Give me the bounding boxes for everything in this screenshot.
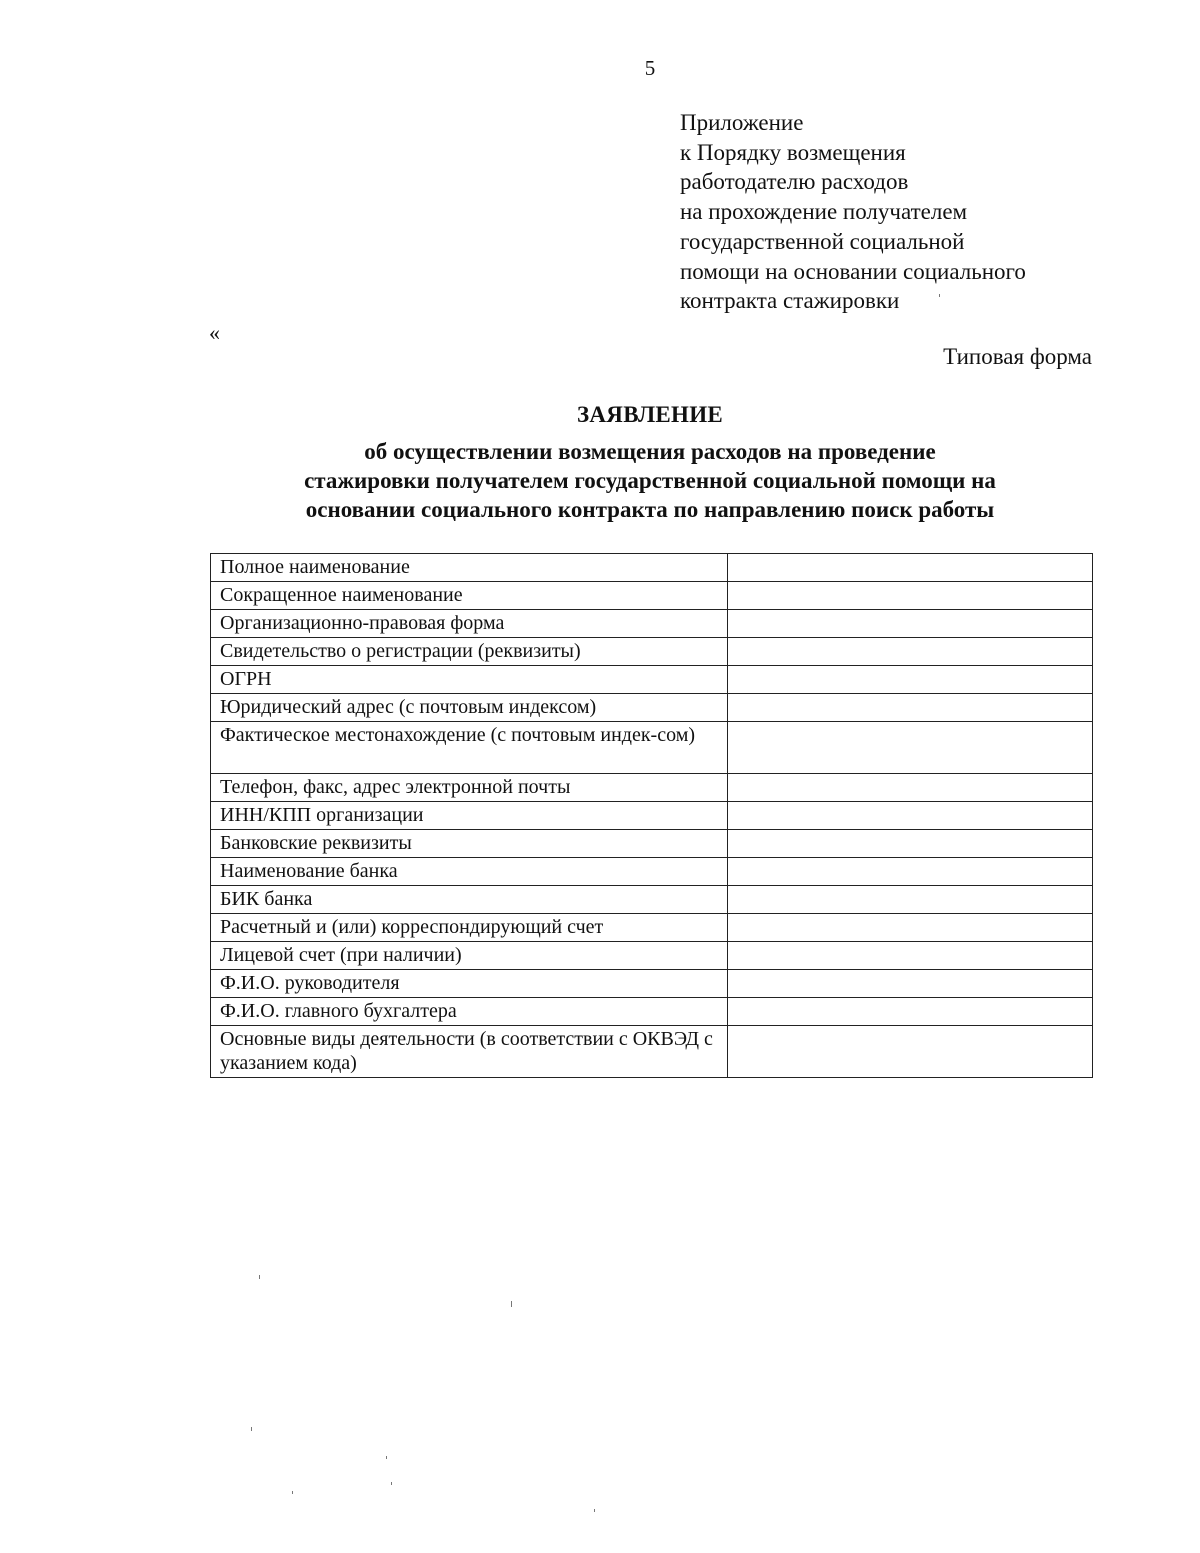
row-value: [728, 942, 1093, 970]
row-value: [728, 914, 1093, 942]
row-label: Ф.И.О. руководителя: [211, 970, 728, 998]
row-value: [728, 802, 1093, 830]
row-label: Основные виды деятельности (в соответствии с ОКВЭД с указанием кода): [211, 1026, 728, 1078]
appendix-heading: [680, 108, 1026, 316]
row-value: [728, 722, 1093, 774]
row-value: [728, 998, 1093, 1026]
quote-mark: «: [209, 320, 220, 345]
row-value: [728, 582, 1093, 610]
table-row: [211, 970, 1093, 998]
table-row: [211, 942, 1093, 970]
appendix-line: помощи на основании социального: [680, 258, 1026, 284]
table-row: [211, 914, 1093, 942]
table-row: [211, 638, 1093, 666]
table-row: [211, 610, 1093, 638]
appendix-line: контракта стажировки: [680, 288, 900, 314]
row-value: [728, 1026, 1093, 1078]
scan-speck: [939, 294, 940, 297]
subtitle-line: стажировки получателем государственной социальной помощи на: [304, 468, 996, 493]
table-row: [211, 774, 1093, 802]
scan-speck: [251, 1427, 252, 1431]
scan-speck: [259, 1275, 260, 1279]
appendix-line: Приложение: [680, 110, 804, 135]
row-label: Наименование банка: [211, 858, 728, 886]
row-value: [728, 830, 1093, 858]
row-value: [728, 886, 1093, 914]
table-row: [211, 582, 1093, 610]
row-value: [728, 774, 1093, 802]
table-row: [211, 886, 1093, 914]
table-row: [211, 802, 1093, 830]
row-label: Сокращенное наименование: [211, 582, 728, 610]
appendix-line: на прохождение получателем: [680, 199, 968, 225]
appendix-line: работодателю расходов: [680, 169, 909, 195]
row-label: Лицевой счет (при наличии): [211, 942, 728, 970]
document-subtitle: [200, 437, 1100, 524]
document-title: ЗАЯВЛЕНИЕ: [576, 402, 724, 427]
application-form-table: [210, 553, 1093, 1078]
row-label: Телефон, факс, адрес электронной почты: [211, 774, 728, 802]
row-label: Свидетельство о регистрации (реквизиты): [211, 638, 728, 666]
row-label: Полное наименование: [211, 554, 728, 582]
row-label: БИК банка: [211, 886, 728, 914]
row-label: Расчетный и (или) корреспондирующий счет: [211, 914, 728, 942]
scan-speck: [386, 1456, 387, 1459]
table-row: [211, 1026, 1093, 1078]
table-row: [211, 554, 1093, 582]
table-row: [211, 998, 1093, 1026]
row-label: Организационно-правовая форма: [211, 610, 728, 638]
table-row: [211, 858, 1093, 886]
row-value: [728, 554, 1093, 582]
scan-speck: [594, 1509, 595, 1512]
table-row: [211, 666, 1093, 694]
row-label: ОГРН: [211, 666, 728, 694]
scan-speck: [391, 1482, 392, 1485]
appendix-line: государственной социальной: [680, 228, 965, 254]
form-type-label: Типовая форма: [943, 344, 1092, 369]
row-value: [728, 666, 1093, 694]
subtitle-line: основании социального контракта по направлению поиск работы: [305, 497, 995, 522]
row-value: [728, 858, 1093, 886]
row-label: ИНН/КПП организации: [211, 802, 728, 830]
row-value: [728, 638, 1093, 666]
row-value: [728, 970, 1093, 998]
subtitle-line: об осуществлении возмещения расходов на проведение: [364, 439, 936, 464]
table-row: [211, 694, 1093, 722]
row-label: Юридический адрес (с почтовым индексом): [211, 694, 728, 722]
row-label: Банковские реквизиты: [211, 830, 728, 858]
page-number: 5: [644, 56, 656, 80]
table-row: [211, 722, 1093, 774]
row-label: Ф.И.О. главного бухгалтера: [211, 998, 728, 1026]
row-label: Фактическое местонахождение (с почтовым индек-сом): [211, 722, 728, 774]
table-row: [211, 830, 1093, 858]
scan-speck: [511, 1301, 512, 1307]
scan-speck: [292, 1491, 293, 1494]
appendix-line: к Порядку возмещения: [680, 139, 906, 165]
row-value: [728, 694, 1093, 722]
row-value: [728, 610, 1093, 638]
